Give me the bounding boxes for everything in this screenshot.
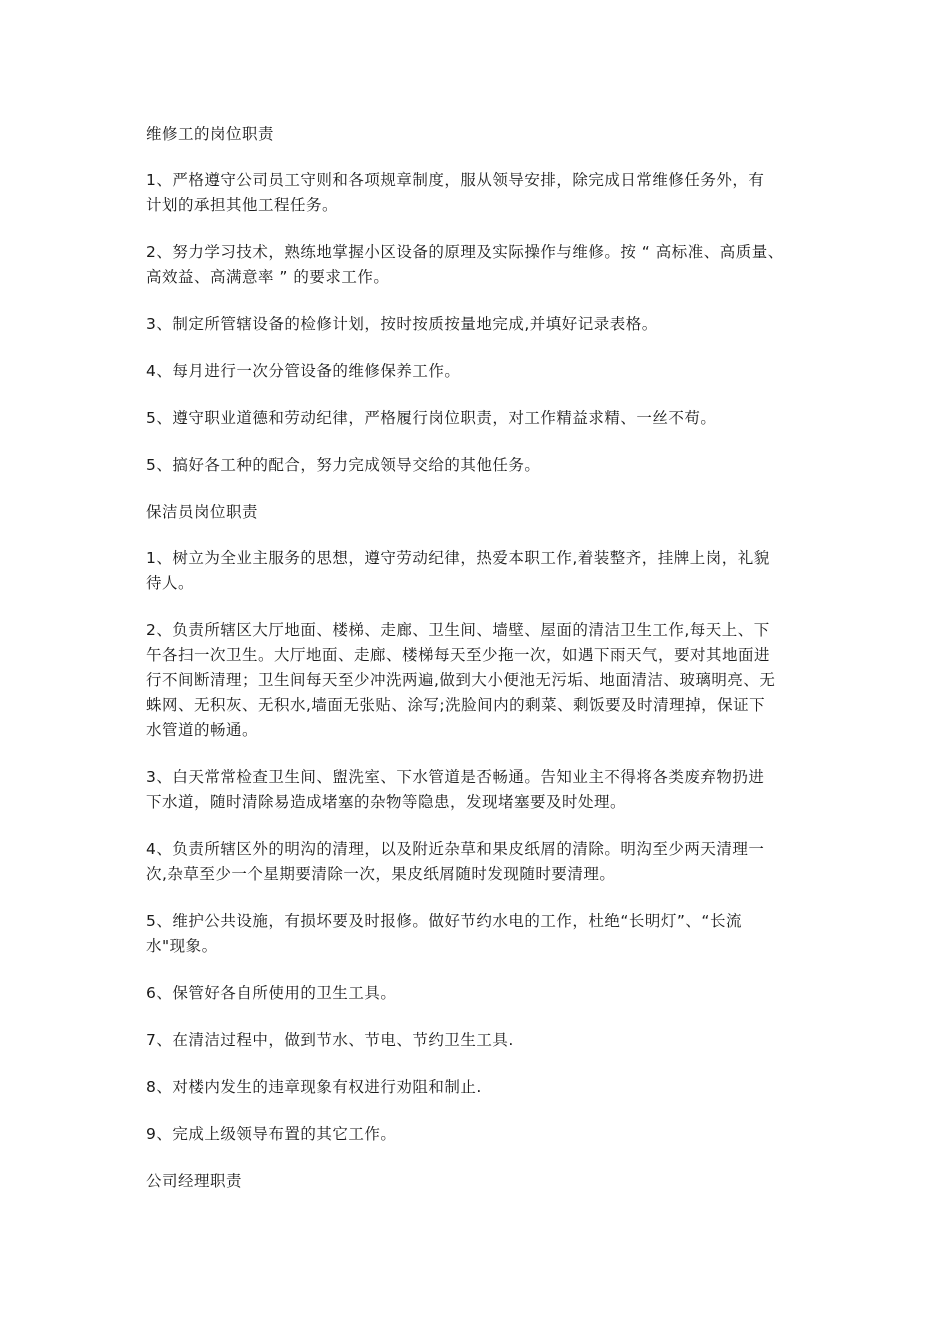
text-line: 3、制定所管辖设备的检修计划，按时按质按量地完成,并填好记录表格。 [146, 315, 658, 333]
maintenance-item-4 [146, 359, 818, 384]
maintenance-item-6 [146, 453, 818, 478]
text-line: 9、完成上级领导布置的其它工作。 [146, 1125, 397, 1143]
text-line: 蛛网、无积灰、无积水,墙面无张贴、涂写;洗脸间内的剩菜、剩饭要及时清理掉，保证下 [146, 696, 766, 714]
text-line: 6、保管好各自所使用的卫生工具。 [146, 984, 397, 1002]
text-line: 5、遵守职业道德和劳动纪律，严格履行岗位职责，对工作精益求精、一丝不苟。 [146, 409, 717, 427]
cleaner-item-8 [146, 1075, 818, 1100]
text-line: 水管道的畅通。 [146, 721, 259, 739]
text-line: 次,杂草至少一个星期要清除一次，果皮纸屑随时发现随时要清理。 [146, 865, 616, 883]
text-line: 4、负责所辖区外的明沟的清理，以及附近杂草和果皮纸屑的清除。明沟至少两天清理一 [146, 840, 765, 858]
text-line: 2、努力学习技术，熟练地掌握小区设备的原理及实际操作与维修。按 “ 高标准、高质量、 [146, 243, 784, 261]
text-line: 2、负责所辖区大厅地面、楼梯、走廊、卫生间、墙壁、屋面的清洁卫生工作,每天上、下 [146, 621, 770, 639]
section-title-cleaner: 保洁员岗位职责 [146, 503, 259, 521]
cleaner-item-7 [146, 1028, 818, 1053]
maintenance-item-2 [146, 240, 818, 290]
text-line: 1、树立为全业主服务的思想，遵守劳动纪律，热爱本职工作,着装整齐，挂牌上岗，礼貌 [146, 549, 770, 567]
document-page [146, 122, 818, 1215]
text-line: 计划的承担其他工程任务。 [146, 196, 339, 214]
text-line: 午各扫一次卫生。大厅地面、走廊、楼梯每天至少拖一次，如遇下雨天气，要对其地面进 [146, 646, 771, 664]
text-line: 1、严格遵守公司员工守则和各项规章制度，服从领导安排，除完成日常维修任务外，有 [146, 171, 765, 189]
maintenance-item-3 [146, 312, 818, 337]
text-line: 3、白天常常检查卫生间、盥洗室、下水管道是否畅通。告知业主不得将各类废弃物扔进 [146, 768, 765, 786]
text-line: 4、每月进行一次分管设备的维修保养工作。 [146, 362, 461, 380]
cleaner-item-6 [146, 981, 818, 1006]
text-line: 8、对楼内发生的违章现象有权进行劝阻和制止. [146, 1078, 482, 1096]
cleaner-item-5 [146, 909, 818, 959]
text-line: 5、维护公共设施，有损坏要及时报修。做好节约水电的工作，杜绝“长明灯”、“长流 [146, 912, 742, 930]
section-title-manager: 公司经理职责 [146, 1172, 243, 1190]
maintenance-item-5 [146, 406, 818, 431]
cleaner-item-4 [146, 837, 818, 887]
cleaner-item-2 [146, 618, 818, 743]
section-title-maintenance: 维修工的岗位职责 [146, 125, 275, 143]
text-line: 5、搞好各工种的配合，努力完成领导交给的其他任务。 [146, 456, 541, 474]
cleaner-item-9 [146, 1122, 818, 1147]
text-line: 高效益、高满意率 ” 的要求工作。 [146, 268, 390, 286]
text-line: 待人。 [146, 574, 195, 592]
maintenance-item-1 [146, 168, 818, 218]
text-line: 下水道，随时清除易造成堵塞的杂物等隐患，发现堵塞要及时处理。 [146, 793, 627, 811]
cleaner-item-1 [146, 546, 818, 596]
cleaner-item-3 [146, 765, 818, 815]
text-line: 7、在清洁过程中，做到节水、节电、节约卫生工具. [146, 1031, 514, 1049]
text-line: 行不间断清理；卫生间每天至少冲洗两遍,做到大小便池无污垢、地面清洁、玻璃明亮、无 [146, 671, 776, 689]
text-line: 水"现象。 [146, 937, 218, 955]
